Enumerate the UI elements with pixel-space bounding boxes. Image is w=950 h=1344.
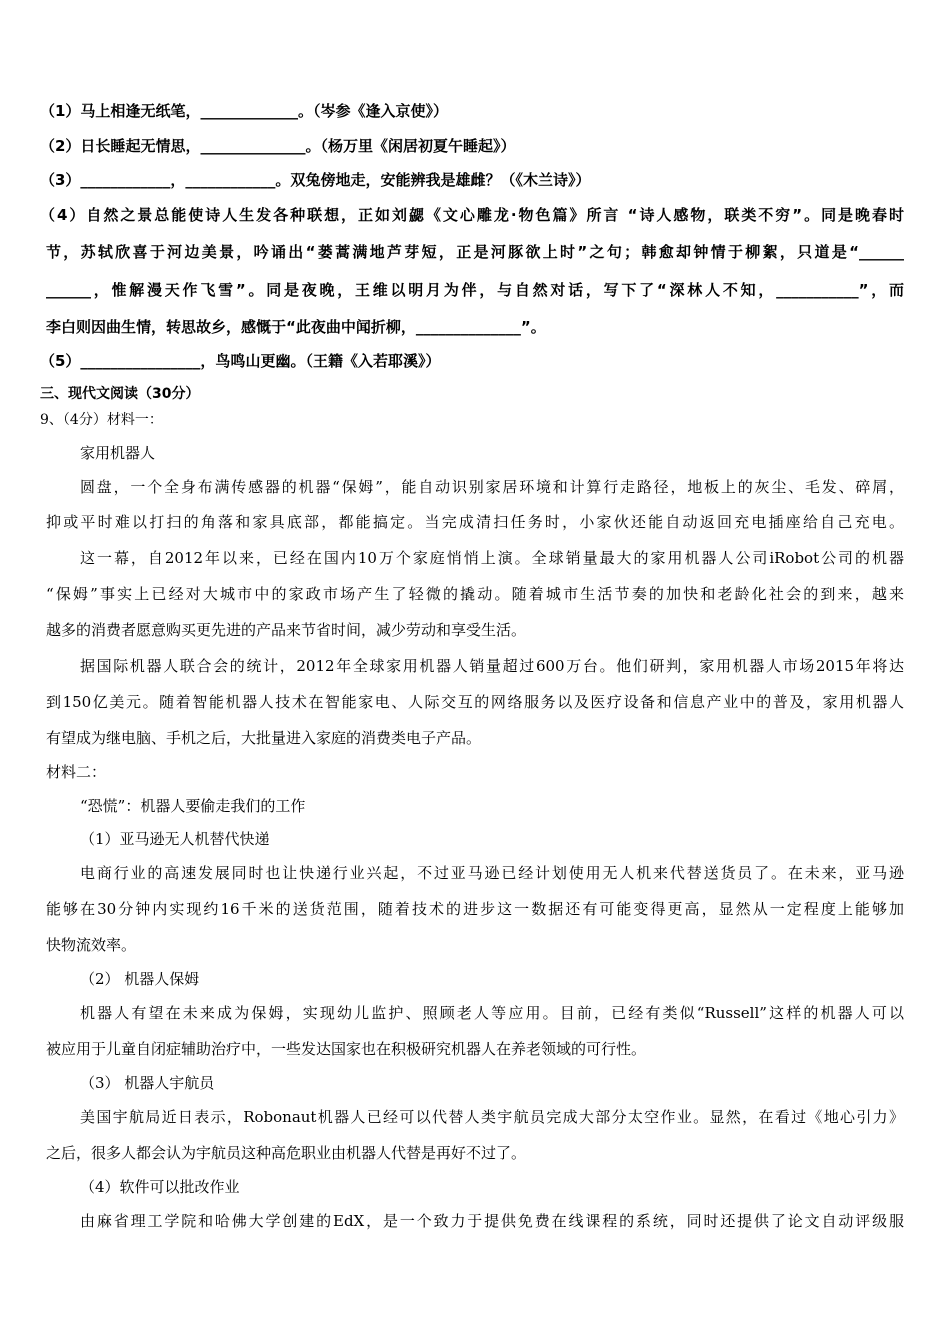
material1-p1-line2: 抑或平时难以打扫的角落和家具底部，都能搞定。当完成清扫任务时，小家伙还能自动返回充电插座给自己充电。	[46, 513, 904, 531]
material1-title: 家用机器人	[80, 444, 156, 462]
material1-p1-line1: 圆盘，一个全身布满传感器的机器“保姆”，能自动识别家居环境和计算行走路径，地板上的灰尘、毛发、碎屑，	[80, 478, 904, 496]
material2-section1-line2: 能够在30分钟内实现约16千米的送货范围，随着技术的进步这一数据还有可能变得更高，显然从一定程度上能够加	[46, 900, 904, 918]
material2-title: “恐慌”：机器人要偷走我们的工作	[80, 797, 306, 815]
q4-line-3: ______，惟解漫天作飞雪”。同是夜晚，王维以明月为伴，与自然对话，写下了“深林人不知，___________”，而	[46, 281, 904, 299]
q4-line-2: 节，苏轼欣喜于河边美景，吟诵出“蒌蒿满地芦芽短，正是河豚欲上时”之句；韩愈却钟情于柳絮，只道是“______	[46, 243, 904, 261]
material2-section4-line1: 由麻省理工学院和哈佛大学创建的EdX，是一个致力于提供免费在线课程的系统，同时还提供了论文自动评级服	[80, 1212, 904, 1230]
material2-section2-line2: 被应用于儿童自闭症辅助治疗中，一些发达国家也在积极研究机器人在养老领域的可行性。	[46, 1040, 647, 1058]
material2-section2-title: （2） 机器人保姆	[80, 970, 200, 988]
q3-line: （3）____________，____________。双兔傍地走，安能辨我是雄雌？（《木兰诗》）	[40, 171, 591, 189]
material2-section4-title: （4）软件可以批改作业	[80, 1178, 240, 1196]
material1-p3-line3: 有望成为继电脑、手机之后，大批量进入家庭的消费类电子产品。	[46, 729, 482, 747]
material2-section1-line3: 快物流效率。	[46, 936, 137, 954]
material2-section1-line1: 电商行业的高速发展同时也让快递行业兴起，不过亚马逊已经计划使用无人机来代替送货员了。在未来，亚马逊	[80, 864, 904, 882]
material2-section1-title: （1）亚马逊无人机替代快递	[80, 830, 270, 848]
material2-section2-line1: 机器人有望在未来成为保姆，实现幼儿监护、照顾老人等应用。目前，已经有类似“Russell”这样的机器人可以	[80, 1004, 904, 1022]
material2-section3-line1: 美国宇航局近日表示，Robonaut机器人已经可以代替人类宇航员完成大部分太空作业。显然，在看过《地心引力》	[80, 1108, 904, 1126]
material1-p2-line3: 越多的消费者愿意购买更先进的产品来节省时间，减少劳动和享受生活。	[46, 621, 527, 639]
material1-p3-line2: 到150亿美元。随着智能机器人技术在智能家电、人际交互的网络服务以及医疗设备和信息产业中的普及，家用机器人	[46, 693, 904, 711]
question-9-header: 9、（4分）材料一：	[40, 412, 163, 428]
section-heading: 三、现代文阅读（30分）	[40, 386, 200, 402]
material2-label: 材料二：	[46, 763, 107, 781]
material1-p3-line1: 据国际机器人联合会的统计，2012年全球家用机器人销量超过600万台。他们研判，家用机器人市场2015年将达	[80, 657, 904, 675]
material1-p2-line2: “保姆”事实上已经对大城市中的家政市场产生了轻微的撬动。随着城市生活节奏的加快和老龄化社会的到来，越来	[46, 585, 904, 603]
q5-line: （5）________________，鸟鸣山更幽。（王籍《入若耶溪》）	[40, 352, 441, 370]
material2-section3-line2: 之后，很多人都会认为宇航员这种高危职业由机器人代替是再好不过了。	[46, 1144, 527, 1162]
q4-line-1: （4）自然之景总能使诗人生发各种联想，正如刘勰《文心雕龙·物色篇》所言 “诗人感物，联类不穷”。同是晚春时	[40, 206, 904, 224]
material2-section3-title: （3） 机器人宇航员	[80, 1074, 215, 1092]
q1-line: （1）马上相逢无纸笔，_____________。（岑参《逢入京使》）	[40, 102, 448, 120]
q4-line-4: 李白则因曲生情，转思故乡，感慨于“此夜曲中闻折柳，______________”。	[46, 318, 546, 336]
q2-line: （2）日长睡起无情思，______________。（杨万里《闲居初夏午睡起》）	[40, 137, 516, 155]
material1-p2-line1: 这一幕，自2012年以来，已经在国内10万个家庭悄悄上演。全球销量最大的家用机器人公司iRobot公司的机器	[80, 549, 904, 567]
